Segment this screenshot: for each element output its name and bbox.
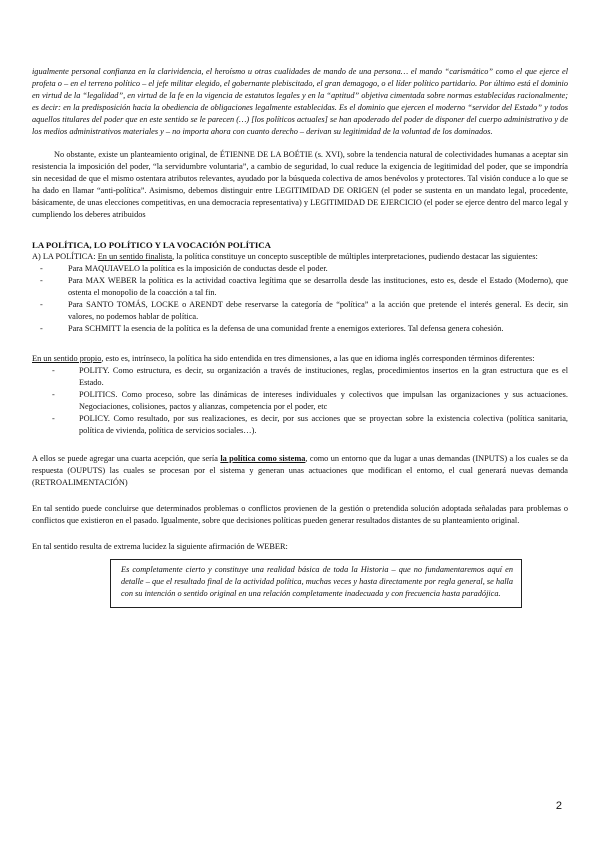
spacer (32, 138, 568, 149)
propio-underlined: En un sentido propio (32, 354, 102, 363)
legitimacy-paragraph: No obstante, existe un planteamiento original, de ÉTIENNE DE LA BOÉTIE (s. XVI), sobre la tendencia natural de colectividades humanas a aceptar sin resistencia la imposición del poder, “la servidumbre voluntaria”, a cambio de seguridad, lo cual reduce la exigencia de legitimidad del poder, que se impondría sin necesidad de que el mismo ostentara atributos relevantes, ayudado por la búsqueda colectiva de amos benévolos y protectores. Tal visión conduce a lo que se ha dado en llamar “anti-política”. Asimismo, debemos distinguir entre LEGITIMIDAD DE ORIGEN (el poder se sustenta en un mandato legal, procedente, básicamente, de unas elecciones competitivas, en una democracia representativa) y LEGITIMIDAD DE EJERCICIO (el poder se ejerce dentro del marco legal y cumpliendo los deberes atribuidos (32, 150, 568, 219)
list-item: - Para MAX WEBER la política es la actividad coactiva legítima que se desarrolla desde las instituciones, esto es, desde el Estado (Moderno), que ostenta el monopolio de la coacción a tal fin. (40, 276, 568, 297)
section-heading: LA POLÍTICA, LO POLÍTICO Y LA VOCACIÓN POLÍTICA (32, 240, 272, 250)
list-item: - POLITICS. Como proceso, sobre las dinámicas de intereses individuales y colectivos que impulsan las organizaciones y sus actuaciones. Negociaciones, colisiones, pactos y alianzas, competencia por el poder, etc (52, 390, 568, 411)
finalista-paragraph (32, 251, 568, 263)
page-number: 2 (555, 800, 562, 812)
sistema-paragraph: A ellos se puede agregar una cuarta acepción, que sería la política como sistema, como un entorno que da lugar a unas demandas (INPUTS) a los cuales se da respuesta (OUPUTS) las cuales se procesan por el sistema y generan unas actuaciones que modifican el entorno, el cual generará nuevas demanda (RETROALIMENTACIÓN) (32, 454, 569, 487)
finalista-prefix: A) LA POLÍTICA: (32, 252, 98, 261)
conclusion-paragraph: En tal sentido puede concluirse que determinados problemas o conflictos provienen de la gestión o pretendida solución adoptada señaladas para problemas o conflictos que existieron en el pasado. Igualmente, sobre que decisiones políticas pueden generar resultados distantes de su planteamiento original. (32, 504, 568, 525)
list-item: - POLITY. Como estructura, es decir, su organización a través de instituciones, reglas, procedimientos insertos en la gran estructura que es el Estado. (52, 366, 568, 387)
spacer (32, 527, 568, 541)
weber-quote-box (110, 559, 522, 608)
intro-quote-paragraph: igualmente personal confianza en la clarividencia, el heroísmo u otras cualidades de mando de una persona… el mando “carismático” como el que ejerce el profeta o – en el terreno político – el jefe militar elegido, el gobernante plebiscitado, el gran demagogo, o el líder político partidario. Por último está el dominio en virtud de la “legalidad”, en virtud de la fe en la vigencia de estatutos legales y en la “aptitud” objetiva cimentada sobre normas establecidas racionalmente; es decir: en la predisposición hacia la obediencia de obligaciones legalmente establecidas. Es el dominio que ejercen el moderno “servidor del Estado” y todos aquellos titulares del poder que en este sentido se le parecen (…) [los políticos actuales] se han apoderado del poder de disponer del cuerpo administrativo y de los medios administrativos materiales y – no importa ahora con cuanto derecho – derivan su legitimidad de la voluntad de los dominados. (32, 67, 568, 136)
list-item: - Para SANTO TOMÁS, LOCKE o ARENDT debe reservarse la categoría de “política” a la acción que pretende el interés general. Es decir, sin valores, no podemos hablar de política. (40, 300, 568, 321)
dimensions-list (32, 365, 568, 437)
propio-rest: , esto es, intrínseco, la política ha sido entendida en tres dimensiones, a las que en idioma inglés corresponden términos diferentes: (101, 354, 535, 363)
list-item: - Para MAQUIAVELO la política es la imposición de conductas desde el poder. (40, 264, 328, 273)
political-views-list (32, 263, 568, 335)
sistema-bold: la política como sistema (220, 454, 306, 463)
propio-paragraph (32, 353, 568, 365)
finalista-rest: , la política constituye un concepto susceptible de múltiples interpretaciones, pudiendo destacar las siguientes: (172, 252, 538, 261)
weber-quote-text: Es completamente cierto y constituye una realidad básica de toda la Historia – que no fundamentaremos aquí en detalle – que el resultado final de la actividad política, muchas veces y hasta directamente por regla general, se halla con su intención o sentido original en una relación completamente inadecuada y con frecuencia hasta paradójica. (121, 565, 513, 599)
spacer (32, 489, 568, 503)
weber-intro: En tal sentido resulta de extrema lucidez la siguiente afirmación de WEBER: (32, 542, 288, 551)
document-page (32, 66, 568, 608)
spacer (32, 437, 568, 453)
list-item: - POLICY. Como resultado, por sus realizaciones, es decir, por sus acciones que se proyectan sobre la existencia colectiva (política sanitaria, política de vivienda, política de servicios sociales…). (52, 414, 568, 435)
finalista-underlined: En un sentido finalista (97, 252, 173, 261)
spacer (32, 335, 568, 353)
list-item: - Para SCHMITT la esencia de la política es la defensa de una comunidad frente a enemigos exteriores. Tal defensa genera cohesión. (40, 324, 504, 333)
